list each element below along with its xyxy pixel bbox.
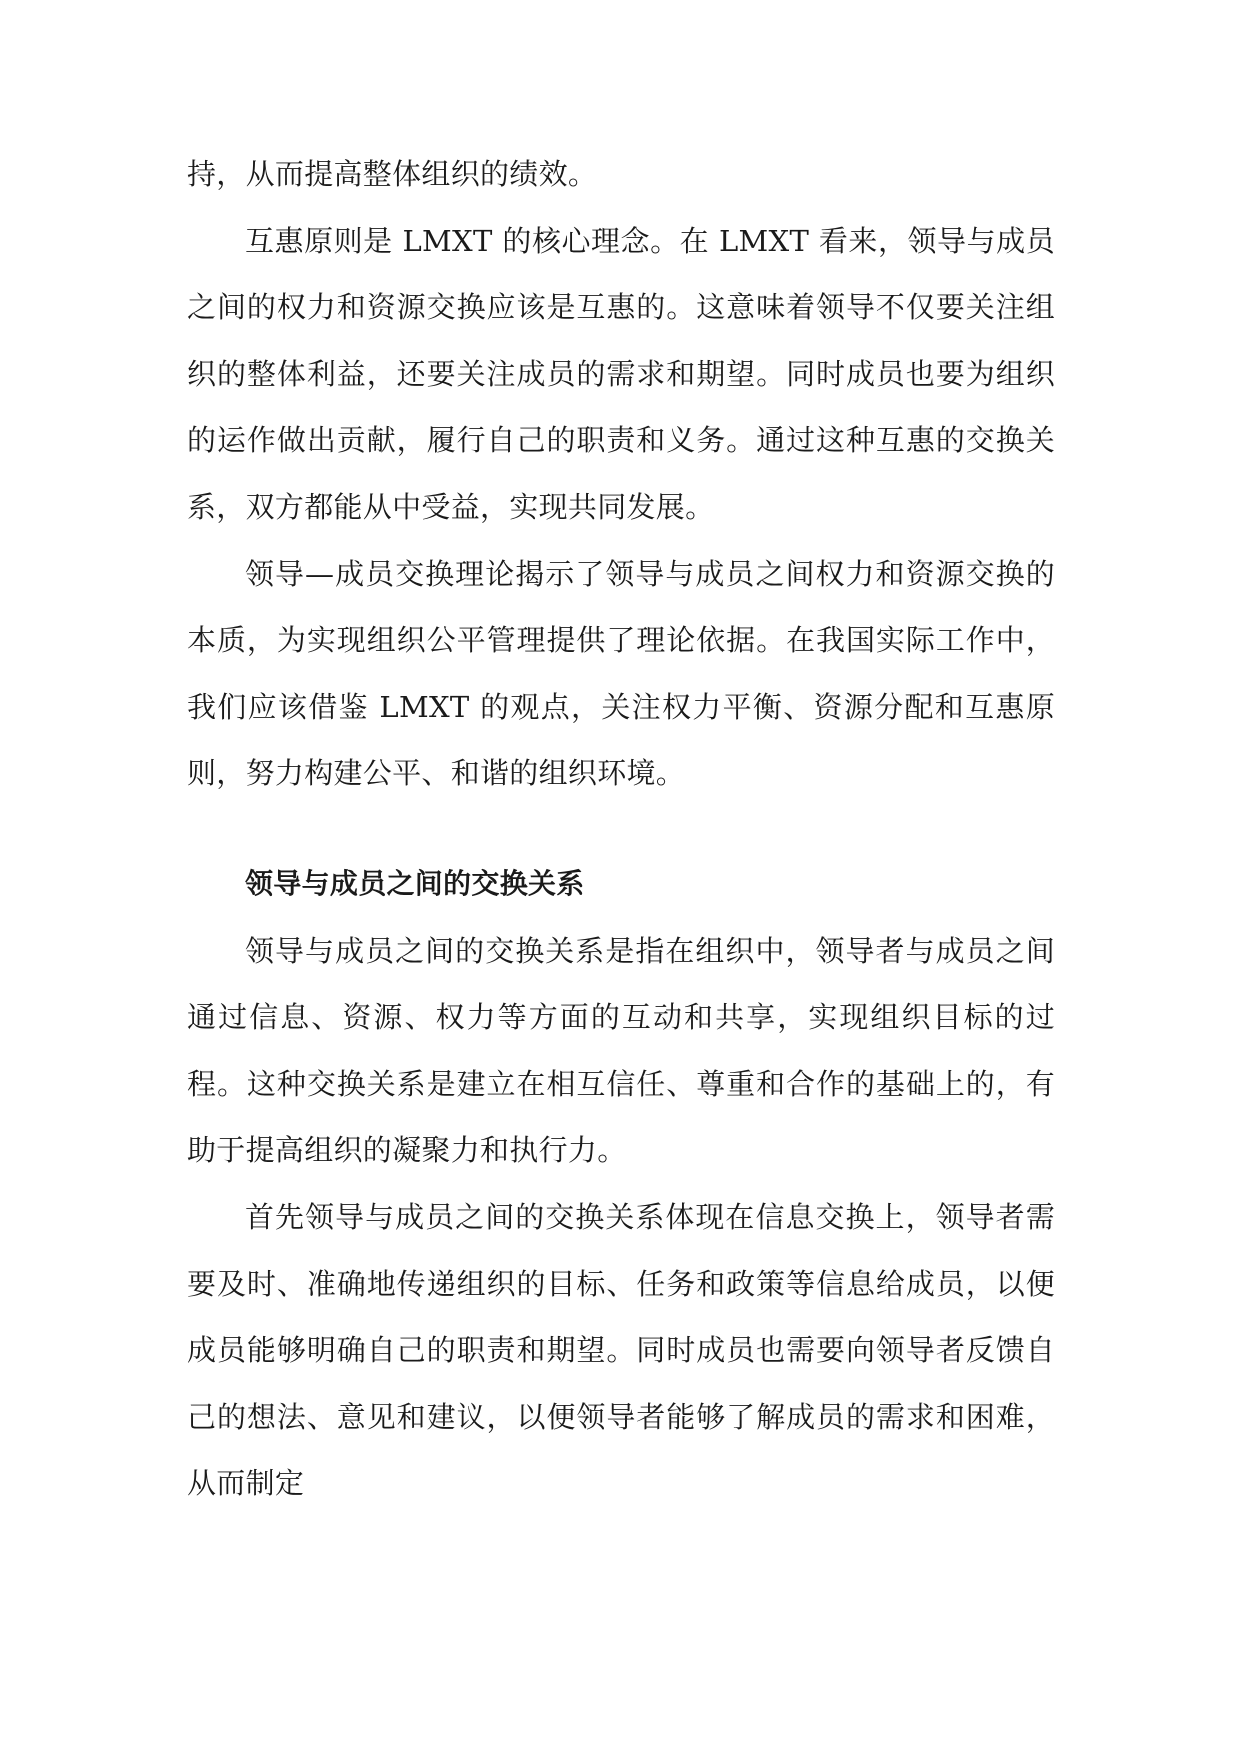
paragraph-lmxt-summary: 领导—成员交换理论揭示了领导与成员之间权力和资源交换的本质，为实现组织公平管理提供了理论依据。在我国实际工作中，我们应该借鉴 LMXT 的观点，关注权力平衡、资源分配和互惠原则，努力构建公平、和谐的组织环境。: [187, 556, 1055, 791]
paragraph-exchange-definition: 领导与成员之间的交换关系是指在组织中，领导者与成员之间通过信息、资源、权力等方面的互动和共享，实现组织目标的过程。这种交换关系是建立在相互信任、尊重和合作的基础上的，有助于提高组织的凝聚力和执行力。: [187, 933, 1055, 1168]
paragraph-information-exchange: 首先领导与成员之间的交换关系体现在信息交换上，领导者需要及时、准确地传递组织的目标、任务和政策等信息给成员，以便成员能够明确自己的职责和期望。同时成员也需要向领导者反馈自己的想法、意见和建议，以便领导者能够了解成员的需求和困难，从而制定: [187, 1199, 1055, 1501]
paragraph-reciprocity-principle: 互惠原则是 LMXT 的核心理念。在 LMXT 看来，领导与成员之间的权力和资源交换应该是互惠的。这意味着领导不仅要关注组织的整体利益，还要关注成员的需求和期望。同时成员也要为组织的运作做出贡献，履行自己的职责和义务。通过这种互惠的交换关系，双方都能从中受益，实现共同发展。: [187, 223, 1055, 524]
paragraph-continuation: 持，从而提高整体组织的绩效。: [187, 157, 598, 191]
section-heading: 领导与成员之间的交换关系: [245, 866, 585, 900]
document-body: [187, 141, 1055, 1517]
